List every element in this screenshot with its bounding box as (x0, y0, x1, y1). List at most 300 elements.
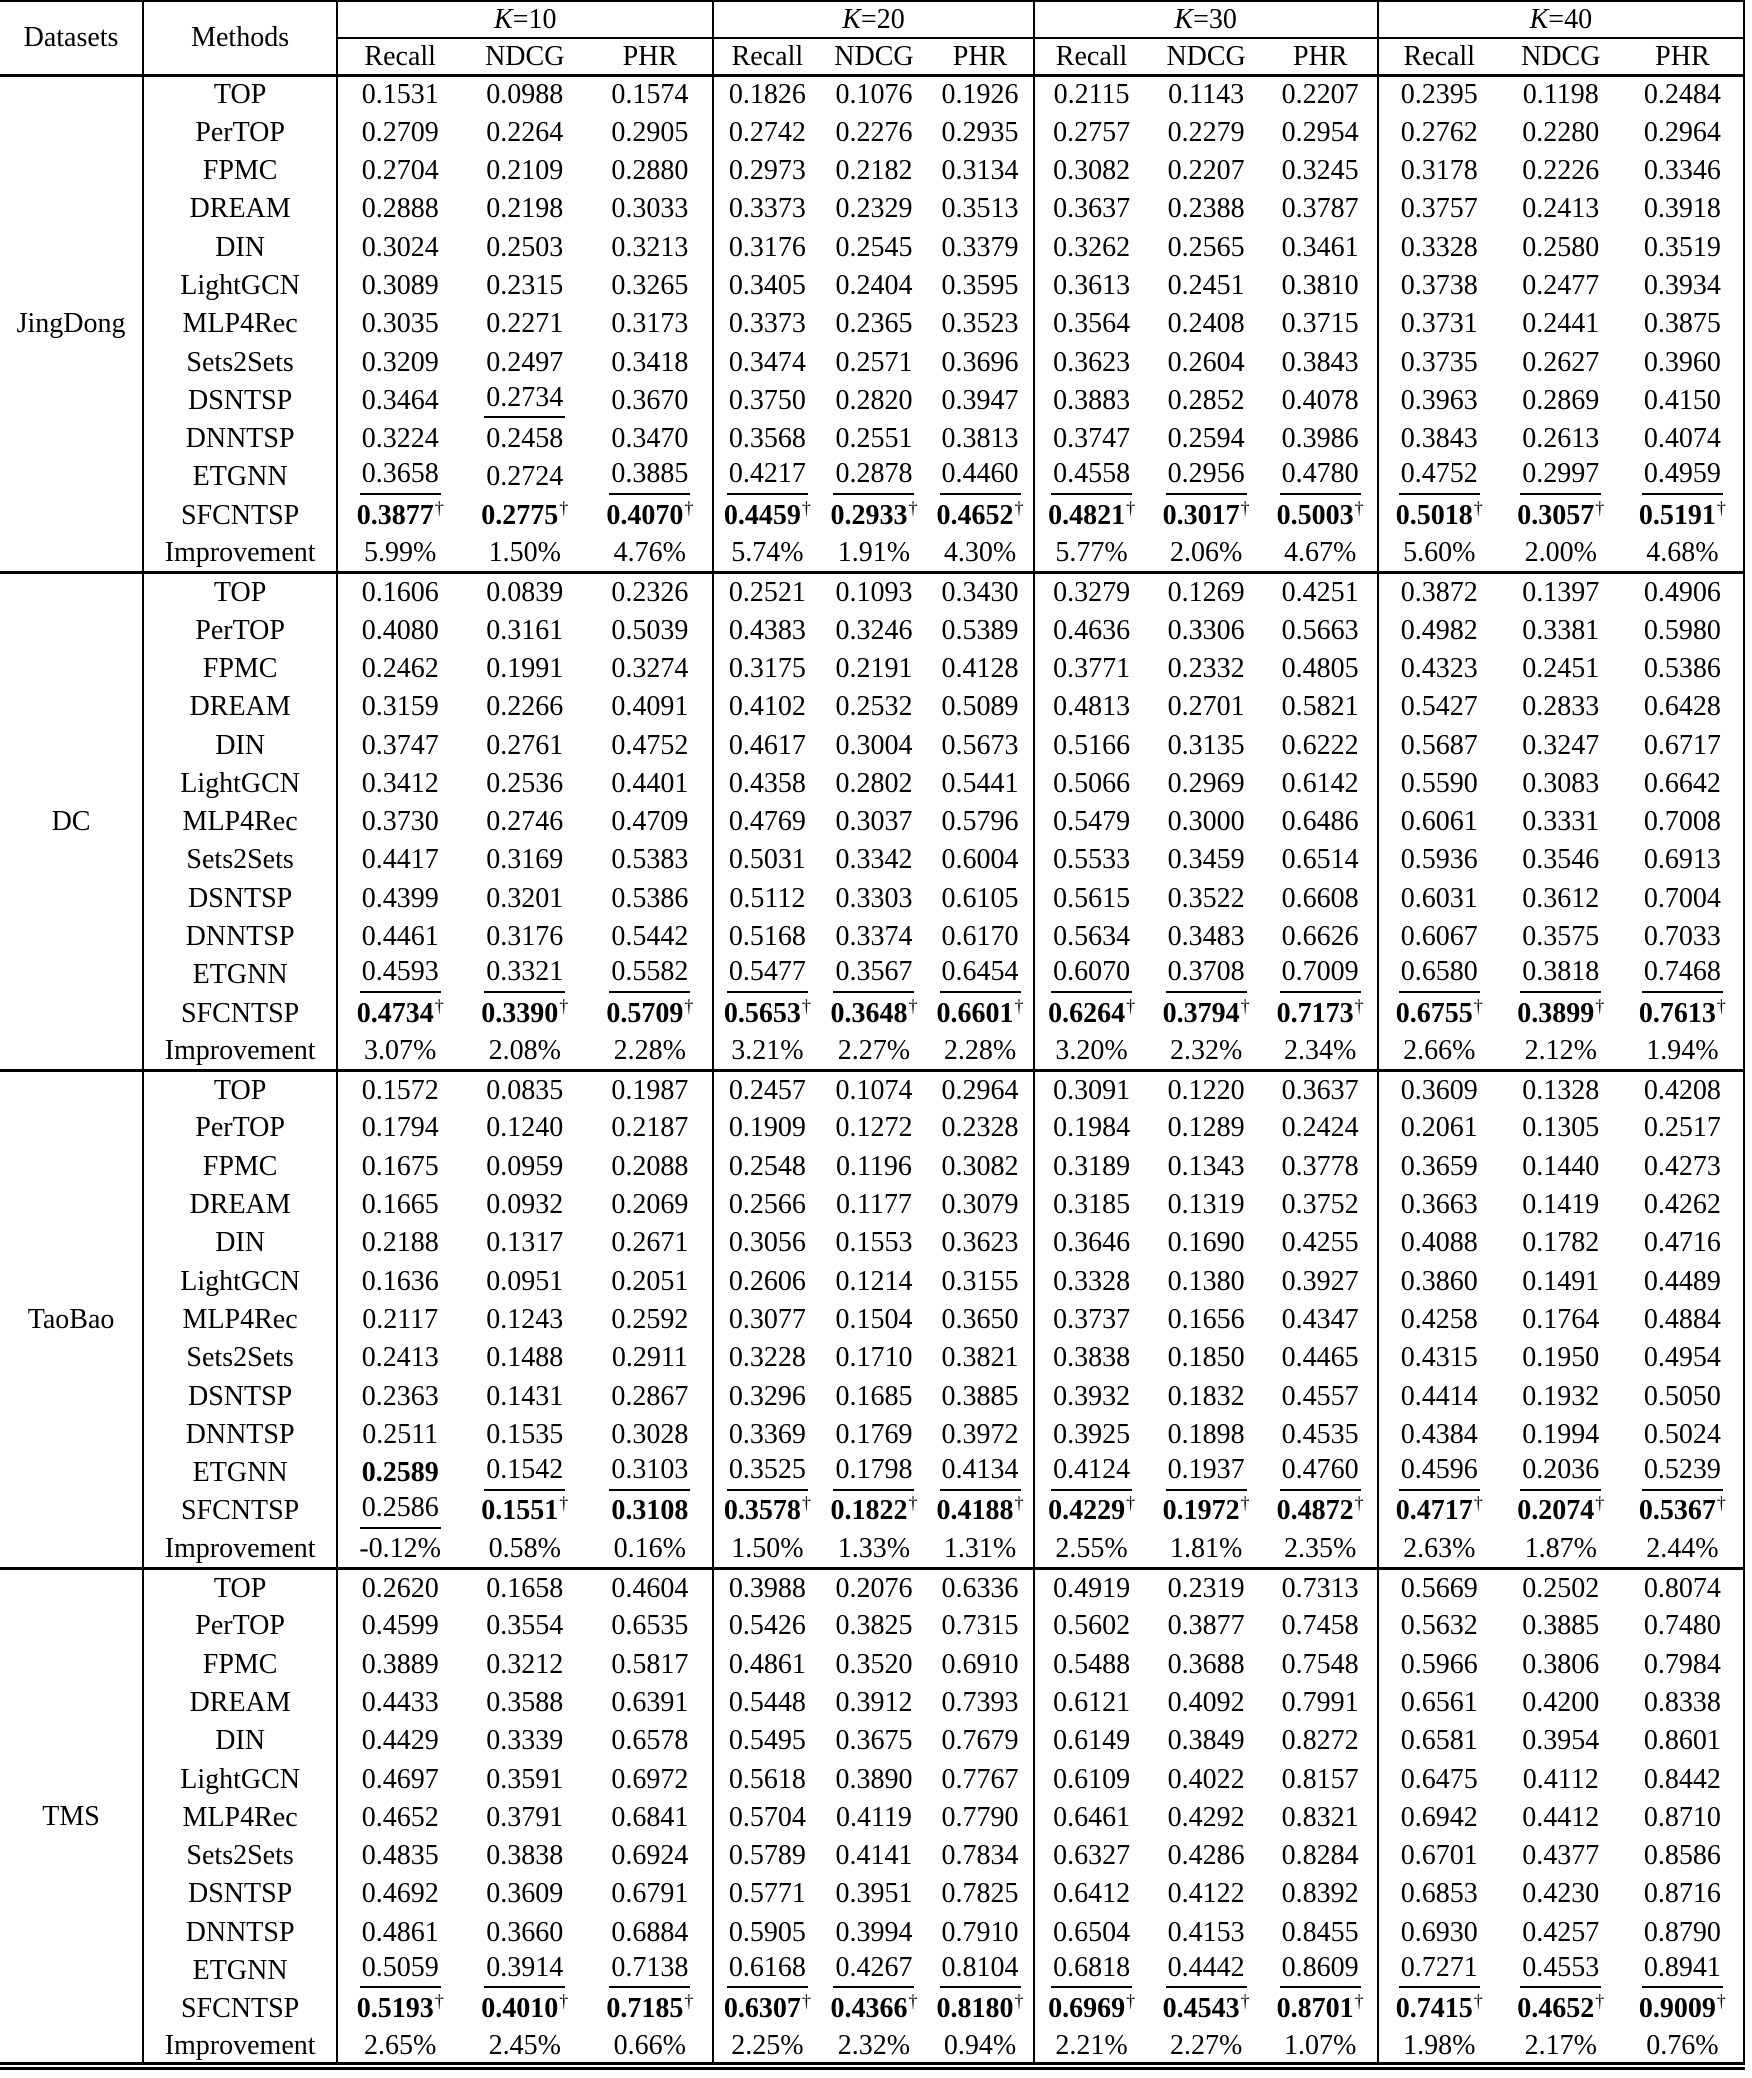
metric-value (1264, 1301, 1378, 1339)
value-text: 0.6454 (940, 957, 1021, 992)
metric-value (1034, 496, 1149, 534)
method-label: SFCNTSP (143, 1990, 337, 2028)
metric-value (1378, 266, 1500, 304)
metric-value (1378, 1262, 1500, 1300)
value-text: 2.28% (943, 1035, 1017, 1067)
metric-value (713, 1415, 820, 1453)
value-text: 0.7480 (1643, 1610, 1721, 1642)
value-text: 0.4153 (1167, 1916, 1245, 1948)
metric-value (1149, 994, 1264, 1032)
value-text: 0.1076 (835, 79, 913, 111)
metric-value (587, 841, 713, 879)
value-text: 0.2627 (1522, 346, 1600, 378)
metric-value (1622, 113, 1744, 151)
metric-value (462, 841, 587, 879)
value-text: 0.2511 (362, 1418, 439, 1450)
metric-value (462, 190, 587, 228)
metric-value (927, 1071, 1033, 1109)
dagger-mark: † (1014, 995, 1024, 1016)
metric-value (1378, 1071, 1500, 1109)
value-text: 0.1826 (728, 79, 806, 111)
method-label: DNNTSP (143, 420, 337, 458)
metric-value (1500, 1952, 1622, 1990)
value-text: 0.3963 (1400, 384, 1478, 416)
metric-value (1149, 1339, 1264, 1377)
value-text: 0.3838 (1053, 1342, 1131, 1374)
metric-value (713, 1339, 820, 1377)
value-text: 0.58% (488, 1532, 561, 1564)
value-text: 0.3885 (609, 459, 690, 494)
value-text: 0.3461 (1281, 231, 1359, 263)
value-text: 0.3024 (361, 231, 439, 263)
value-text: 0.1328 (1522, 1074, 1600, 1106)
metric-value (587, 1377, 713, 1415)
value-text: 0.1932 (1522, 1380, 1600, 1412)
value-text: 0.3860 (1400, 1265, 1478, 1297)
metric-value (713, 381, 820, 419)
k-variable: K (1529, 3, 1549, 35)
value-text: 0.6535 (611, 1610, 689, 1642)
value-text: 0.3470 (611, 423, 689, 455)
value-text: 0.3004 (835, 729, 913, 761)
value-text: 0.6580 (1399, 957, 1480, 992)
value-text: 0.2276 (835, 116, 913, 148)
value-text: 0.3675 (835, 1725, 913, 1757)
metric-value (1264, 1837, 1378, 1875)
table-row (0, 1071, 1744, 1109)
value-text: 0.2833 (1522, 691, 1600, 723)
method-label: DREAM (143, 190, 337, 228)
value-text: 0.7790 (941, 1801, 1019, 1833)
value-text: 2.44% (1646, 1532, 1719, 1564)
metric-value (1500, 1301, 1622, 1339)
value-text: 0.3077 (728, 1303, 806, 1335)
metric-value (1034, 75, 1149, 113)
dataset-label: TaoBao (0, 1071, 143, 1569)
value-text: 0.5653 (723, 997, 801, 1029)
value-text: 0.3843 (1400, 423, 1478, 455)
metric-value (820, 1875, 927, 1913)
metric-value (337, 573, 462, 611)
metric-value (1264, 113, 1378, 151)
value-text: 0.3262 (1053, 231, 1131, 263)
value-text: 0.6717 (1643, 729, 1721, 761)
method-label: TOP (143, 1569, 337, 1607)
method-label: SFCNTSP (143, 1492, 337, 1530)
value-text: 0.3185 (1053, 1189, 1131, 1221)
value-text: 0.1850 (1167, 1342, 1245, 1374)
improvement-value (927, 1530, 1033, 1568)
value-text: 0.5905 (728, 1916, 806, 1948)
metric-value (1378, 1569, 1500, 1607)
value-text: 0.7271 (1399, 1953, 1480, 1988)
value-text: 0.3159 (361, 691, 439, 723)
value-text: 0.4959 (1642, 459, 1723, 494)
metric-value (1378, 994, 1500, 1032)
metric-value (1149, 420, 1264, 458)
metric-value (1500, 1607, 1622, 1645)
value-text: 0.8710 (1643, 1801, 1721, 1833)
metric-value (1149, 1837, 1264, 1875)
method-label: FPMC (143, 1147, 337, 1185)
dagger-mark: † (908, 497, 918, 518)
value-text: 0.4543 (1162, 1993, 1240, 2025)
value-text: 0.5632 (1400, 1610, 1478, 1642)
metric-value (1149, 1683, 1264, 1721)
value-text: 0.3369 (728, 1418, 806, 1450)
improvement-value (337, 535, 462, 573)
value-text: 0.3821 (941, 1342, 1019, 1374)
value-text: 0.4813 (1053, 691, 1131, 723)
table-row (0, 190, 1744, 228)
table-row (0, 573, 1744, 611)
value-text: 0.4906 (1643, 577, 1721, 609)
metric-value (587, 1990, 713, 2028)
metric-value (927, 1913, 1033, 1951)
metric-value (1034, 573, 1149, 611)
value-text: 0.6581 (1400, 1725, 1478, 1757)
table-row (0, 228, 1744, 266)
value-text: 0.4652 (361, 1801, 439, 1833)
metric-value (1378, 305, 1500, 343)
metric-value (1034, 1492, 1149, 1530)
metric-value (1622, 1186, 1744, 1224)
metric-value (1149, 1952, 1264, 1990)
value-text: 0.2757 (1053, 116, 1131, 148)
value-text: 0.5003 (1276, 499, 1354, 531)
value-text: 0.6109 (1053, 1763, 1131, 1795)
metric-value (337, 1952, 462, 1990)
metric-value (1378, 75, 1500, 113)
metric-value (1034, 688, 1149, 726)
value-text: 0.4599 (361, 1610, 439, 1642)
metric-value (1378, 726, 1500, 764)
value-text: 2.27% (1169, 2029, 1243, 2061)
value-text: 0.2888 (361, 193, 439, 225)
method-label: Sets2Sets (143, 1339, 337, 1377)
metric-value (1500, 266, 1622, 304)
metric-value (820, 611, 927, 649)
metric-header: PHR (1264, 38, 1378, 75)
improvement-value (462, 1530, 587, 1568)
metric-value (1500, 228, 1622, 266)
value-text: 0.8716 (1643, 1878, 1721, 1910)
metric-value (1500, 1109, 1622, 1147)
metric-value (1034, 1071, 1149, 1109)
metric-value (1378, 1339, 1500, 1377)
dagger-mark: † (801, 995, 811, 1016)
metric-value (1500, 688, 1622, 726)
value-text: 0.4078 (1281, 384, 1359, 416)
metric-header: NDCG (1500, 38, 1622, 75)
method-label: ETGNN (143, 1952, 337, 1990)
value-text: 0.4383 (728, 614, 806, 646)
value-text: 0.4092 (1167, 1686, 1245, 1718)
value-text: 0.3738 (1400, 269, 1478, 301)
method-label: DSNTSP (143, 381, 337, 419)
value-text: 0.6942 (1400, 1801, 1478, 1833)
metric-value (587, 1952, 713, 1990)
metric-value (1034, 1224, 1149, 1262)
value-text: 0.2580 (1522, 231, 1600, 263)
method-label: ETGNN (143, 458, 337, 496)
metric-value (1378, 803, 1500, 841)
improvement-value (820, 535, 927, 573)
metric-value (927, 1645, 1033, 1683)
value-text: 0.2503 (486, 231, 564, 263)
table-row (0, 1760, 1744, 1798)
metric-value (1149, 1262, 1264, 1300)
metric-value (927, 1607, 1033, 1645)
value-text: 0.3986 (1281, 423, 1359, 455)
metric-value (927, 190, 1033, 228)
metric-value (587, 1722, 713, 1760)
value-text: 0.3623 (941, 1227, 1019, 1259)
value-text: 0.3246 (835, 614, 913, 646)
value-text: 0.2536 (486, 767, 564, 799)
metric-value (713, 152, 820, 190)
metric-value (1149, 688, 1264, 726)
value-text: 2.17% (1524, 2029, 1597, 2061)
metric-value (927, 381, 1033, 419)
metric-value (337, 611, 462, 649)
metric-value (587, 75, 713, 113)
metric-value (462, 573, 587, 611)
metric-value (587, 879, 713, 917)
improvement-value (1500, 535, 1622, 573)
value-text: 0.1214 (835, 1265, 913, 1297)
value-text: 0.2497 (486, 346, 564, 378)
metric-value (1149, 1569, 1264, 1607)
metric-value (820, 496, 927, 534)
metric-value (462, 1301, 587, 1339)
value-text: 1.50% (488, 537, 561, 569)
metric-value (337, 1722, 462, 1760)
value-text: 0.4217 (727, 459, 808, 494)
value-text: 0.3279 (1053, 577, 1131, 609)
table-row (0, 1683, 1744, 1721)
value-text: 0.3176 (486, 920, 564, 952)
value-text: 0.2704 (361, 155, 439, 187)
value-text: 0.2566 (728, 1189, 806, 1221)
value-text: 0.3838 (486, 1840, 564, 1872)
value-text: 0.3806 (1522, 1648, 1600, 1680)
value-text: 0.3609 (486, 1878, 564, 1910)
metric-value (462, 1875, 587, 1913)
value-text: 0.3213 (611, 231, 689, 263)
metric-value (927, 803, 1033, 841)
metric-value (1500, 343, 1622, 381)
metric-value (1378, 649, 1500, 687)
improvement-value (337, 1530, 462, 1568)
value-text: 3.07% (364, 1035, 437, 1067)
value-text: 0.1093 (835, 577, 913, 609)
value-text: 0.5495 (728, 1725, 806, 1757)
metric-value (1500, 1492, 1622, 1530)
metric-value (587, 496, 713, 534)
table-row (0, 1798, 1744, 1836)
value-text: 0.3089 (361, 269, 439, 301)
metric-value (1500, 649, 1622, 687)
improvement-value (1034, 535, 1149, 573)
value-text: 0.5709 (606, 997, 684, 1029)
value-text: 0.3079 (941, 1189, 1019, 1221)
metric-value (820, 305, 927, 343)
table-row (0, 688, 1744, 726)
metric-value (1034, 956, 1149, 994)
value-text: 0.5367 (1638, 1495, 1716, 1527)
value-text: 0.1898 (1167, 1418, 1245, 1450)
value-text: 0.4401 (611, 767, 689, 799)
improvement-value (713, 1530, 820, 1568)
metric-value (462, 1377, 587, 1415)
value-text: 0.2457 (728, 1074, 806, 1106)
metric-value (713, 1071, 820, 1109)
table-row (0, 726, 1744, 764)
table-row (0, 458, 1744, 496)
metric-value (1264, 1760, 1378, 1798)
improvement-value (1500, 1530, 1622, 1568)
metric-value (462, 1147, 587, 1185)
value-text: 0.4358 (728, 767, 806, 799)
improvement-value (462, 2028, 587, 2066)
dagger-mark: † (1240, 1991, 1250, 2012)
value-text: 0.1343 (1167, 1150, 1245, 1182)
metric-value (927, 764, 1033, 802)
value-text: 0.2867 (611, 1380, 689, 1412)
value-text: 2.00% (1524, 537, 1597, 569)
value-text: 0.4652 (936, 499, 1014, 531)
metric-value (1264, 1147, 1378, 1185)
value-text: 0.2198 (486, 193, 564, 225)
value-text: 0.6142 (1281, 767, 1359, 799)
metric-value (713, 1798, 820, 1836)
value-text: 0.6486 (1281, 806, 1359, 838)
method-label: DNNTSP (143, 1913, 337, 1951)
value-text: 0.3082 (1053, 155, 1131, 187)
metric-value (337, 1569, 462, 1607)
metric-value (1149, 803, 1264, 841)
metric-value (820, 956, 927, 994)
metric-value (1264, 420, 1378, 458)
value-text: 0.4535 (1281, 1418, 1359, 1450)
dagger-mark: † (1126, 995, 1136, 1016)
value-text: 0.3818 (1520, 957, 1601, 992)
metric-value (1264, 803, 1378, 841)
metric-value (927, 1875, 1033, 1913)
value-text: 0.1991 (486, 652, 564, 684)
value-text: 0.2477 (1522, 269, 1600, 301)
dagger-mark: † (1473, 1493, 1483, 1514)
value-text: 0.7393 (941, 1686, 1019, 1718)
metric-value (1264, 573, 1378, 611)
value-text: 5.77% (1055, 537, 1128, 569)
value-text: 0.2997 (1520, 459, 1601, 494)
value-text: 0.3028 (611, 1418, 689, 1450)
metric-value (927, 1186, 1033, 1224)
metric-value (462, 1722, 587, 1760)
value-text: 0.3464 (361, 384, 439, 416)
improvement-value (820, 1032, 927, 1070)
metric-value (1034, 152, 1149, 190)
dagger-mark: † (1240, 995, 1250, 1016)
metric-value (713, 1186, 820, 1224)
metric-value (1264, 458, 1378, 496)
metric-value (587, 1492, 713, 1530)
value-text: 0.2592 (611, 1303, 689, 1335)
value-text: 0.7834 (941, 1840, 1019, 1872)
value-text: 5.74% (731, 537, 804, 569)
method-label: DNNTSP (143, 1415, 337, 1453)
metric-value (713, 956, 820, 994)
value-text: 0.5441 (941, 767, 1019, 799)
metric-value (1264, 1569, 1378, 1607)
metric-value (713, 764, 820, 802)
metric-value (1034, 305, 1149, 343)
value-text: 0.3483 (1167, 920, 1245, 952)
value-text: 0.3885 (941, 1380, 1019, 1412)
value-text: 0.6504 (1053, 1916, 1131, 1948)
value-text: 0.1535 (486, 1418, 564, 1450)
metric-value (1622, 726, 1744, 764)
value-text: 0.1380 (1167, 1265, 1245, 1297)
metric-value (462, 649, 587, 687)
metric-value (927, 956, 1033, 994)
value-text: 0.3932 (1053, 1380, 1131, 1412)
metric-value (713, 918, 820, 956)
metric-value (1378, 1301, 1500, 1339)
value-text: 0.6461 (1053, 1801, 1131, 1833)
value-text: 0.6067 (1400, 920, 1478, 952)
value-text: 2.08% (488, 1035, 561, 1067)
metric-value (927, 841, 1033, 879)
value-text: 0.4769 (728, 806, 806, 838)
metric-value (337, 1683, 462, 1721)
metric-value (587, 573, 713, 611)
value-text: 2.28% (613, 1035, 686, 1067)
metric-value (713, 1722, 820, 1760)
metric-value (587, 1683, 713, 1721)
metric-value (1500, 458, 1622, 496)
value-text: 0.3778 (1281, 1150, 1359, 1182)
metric-value (337, 75, 462, 113)
metric-value (1500, 1186, 1622, 1224)
value-text: 3.21% (731, 1035, 804, 1067)
improvement-value (587, 1032, 713, 1070)
value-text: 0.8180 (936, 1993, 1014, 2025)
metric-value (337, 1875, 462, 1913)
value-text: 0.4636 (1053, 614, 1131, 646)
value-text: 0.7313 (1281, 1572, 1359, 1604)
value-text: 0.1440 (1522, 1150, 1600, 1182)
metric-value (1378, 458, 1500, 496)
metric-value (1500, 1837, 1622, 1875)
metric-value (462, 1224, 587, 1262)
improvement-value (587, 2028, 713, 2066)
metric-value (1149, 1722, 1264, 1760)
metric-header: Recall (1034, 38, 1149, 75)
metric-value (820, 1798, 927, 1836)
value-text: 0.5980 (1643, 614, 1721, 646)
method-label: DSNTSP (143, 879, 337, 917)
value-text: 0.4414 (1400, 1380, 1478, 1412)
value-text: 0.3103 (609, 1455, 690, 1490)
value-text: 0.2905 (611, 116, 689, 148)
method-label: Sets2Sets (143, 343, 337, 381)
metric-value (1149, 649, 1264, 687)
value-text: 0.3082 (941, 1150, 1019, 1182)
dagger-mark: † (684, 497, 694, 518)
